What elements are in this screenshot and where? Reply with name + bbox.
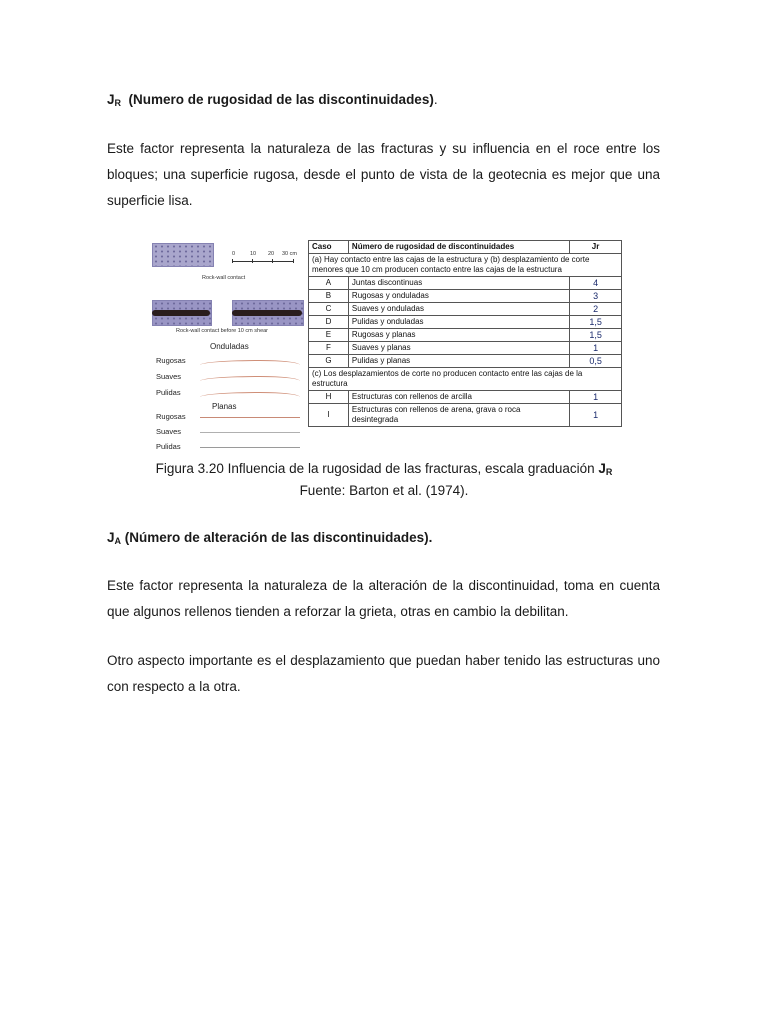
jr-cell: 2 <box>570 303 622 316</box>
desc-cell: Estructuras con rellenos de arena, grava o roca desintegrada <box>348 404 569 427</box>
jr-cell: 0,5 <box>570 355 622 368</box>
table-row <box>309 329 622 342</box>
desc-cell: Pulidas y planas <box>348 355 569 368</box>
caso-cell: B <box>309 290 349 303</box>
planas-label: Planas <box>212 402 237 411</box>
jr-symbol: J <box>107 92 115 107</box>
rock-block-top <box>152 243 214 267</box>
onduladas-label: Onduladas <box>210 342 249 351</box>
jr-cell: 1,5 <box>570 316 622 329</box>
table-row <box>309 404 622 427</box>
planas-rugosas-label: Rugosas <box>156 412 186 421</box>
table-row <box>309 277 622 290</box>
planas-suaves-label: Suaves <box>156 427 182 436</box>
jr-cell: 4 <box>570 277 622 290</box>
onduladas-pulidas-label: Pulidas <box>156 388 181 397</box>
planas-pulidas-label: Pulidas <box>156 442 181 451</box>
desc-cell: Pulidas y onduladas <box>348 316 569 329</box>
desc-cell: Suaves y onduladas <box>348 303 569 316</box>
scale-tick-0: 0 <box>232 251 236 257</box>
jr-cell: 1 <box>570 342 622 355</box>
jr-subscript: R <box>114 98 122 108</box>
header-numero: Número de rugosidad de discontinuidades <box>348 241 569 254</box>
jr-title: (Numero de rugosidad de las discontinuidades) <box>128 92 434 107</box>
ja-paragraph-2: Otro aspecto importante es el desplazamiento que puedan haber tenido las estructuras uno con respecto a la otra. <box>107 653 660 694</box>
ja-title: (Número de alteración de las discontinuidades). <box>124 530 433 545</box>
scale-tick-10: 10 <box>250 251 257 257</box>
jr-table <box>308 240 622 427</box>
ja-subscript: A <box>114 536 122 546</box>
caption-symbol: J <box>598 461 606 476</box>
note-a: (a) Hay contacto entre las cajas de la estructura y (b) desplazamiento de corte menores que 10 cm producen contacto entre las cajas de la estructura <box>309 254 622 277</box>
table-row <box>309 391 622 404</box>
jr-trail: . <box>433 92 438 107</box>
figure-3-20 <box>150 240 622 455</box>
table-row <box>309 355 622 368</box>
profile-planas-rugosas <box>200 417 300 418</box>
caso-cell: E <box>309 329 349 342</box>
desc-cell: Suaves y planas <box>348 342 569 355</box>
jr-cell: 3 <box>570 290 622 303</box>
rock-wall-contact-label: Rock-wall contact <box>202 275 246 281</box>
ja-paragraph-1: Este factor representa la naturaleza de la alteración de la discontinuidad, toma en cuenta que algunos rellenos tienden a reforzar la grieta, otras en cambio la debilitan. <box>107 578 660 619</box>
profile-onduladas-suaves <box>200 376 300 381</box>
scale-tick-30: 30 cm <box>282 251 297 257</box>
caption-subscript: R <box>605 467 613 477</box>
caso-cell: D <box>309 316 349 329</box>
caso-cell: A <box>309 277 349 290</box>
table-row <box>309 303 622 316</box>
profile-onduladas-rugosas <box>200 360 300 365</box>
jr-table-header <box>309 241 622 254</box>
table-row <box>309 342 622 355</box>
caso-cell: G <box>309 355 349 368</box>
ja-symbol: J <box>107 530 115 545</box>
caso-cell: F <box>309 342 349 355</box>
figure-source: Fuente: Barton et al. (1974). <box>299 483 469 498</box>
header-caso: Caso <box>309 241 349 254</box>
profile-planas-pulidas <box>200 447 300 448</box>
profile-onduladas-pulidas <box>200 392 300 397</box>
header-jr: Jr <box>570 241 622 254</box>
onduladas-rugosas-label: Rugosas <box>156 356 186 365</box>
table-row <box>309 254 622 277</box>
table-row <box>309 368 622 391</box>
scale-tick-20: 20 <box>268 251 275 257</box>
figure-caption <box>0 461 768 477</box>
caso-cell: C <box>309 303 349 316</box>
jr-paragraph: Este factor representa la naturaleza de las fracturas y su influencia en el roce entre los bloques; una superficie rugosa, desde el punto de vista de la geotecnia es mejor que una superficie lisa. <box>107 141 660 208</box>
onduladas-suaves-label: Suaves <box>156 372 182 381</box>
rock-wall-shear-label: Rock-wall contact before 10 cm shear <box>176 328 269 334</box>
profile-planas-suaves <box>200 432 300 433</box>
desc-cell: Juntas discontinuas <box>348 277 569 290</box>
caso-cell: H <box>309 391 349 404</box>
jr-cell: 1 <box>570 391 622 404</box>
figure-illustration <box>150 240 305 455</box>
scale-bar <box>232 261 294 262</box>
jr-cell: 1 <box>570 404 622 427</box>
table-row <box>309 290 622 303</box>
caption-text: Figura 3.20 Influencia de la rugosidad de las fracturas, escala graduación <box>155 461 599 476</box>
note-c: (c) Los desplazamientos de corte no producen contacto entre las cajas de la estructura <box>309 368 622 391</box>
desc-cell: Rugosas y onduladas <box>348 290 569 303</box>
jr-cell: 1,5 <box>570 329 622 342</box>
jr-heading <box>107 92 438 108</box>
ja-heading <box>107 530 432 546</box>
desc-cell: Rugosas y planas <box>348 329 569 342</box>
desc-cell: Estructuras con rellenos de arcilla <box>348 391 569 404</box>
caso-cell: I <box>309 404 349 427</box>
table-row <box>309 316 622 329</box>
